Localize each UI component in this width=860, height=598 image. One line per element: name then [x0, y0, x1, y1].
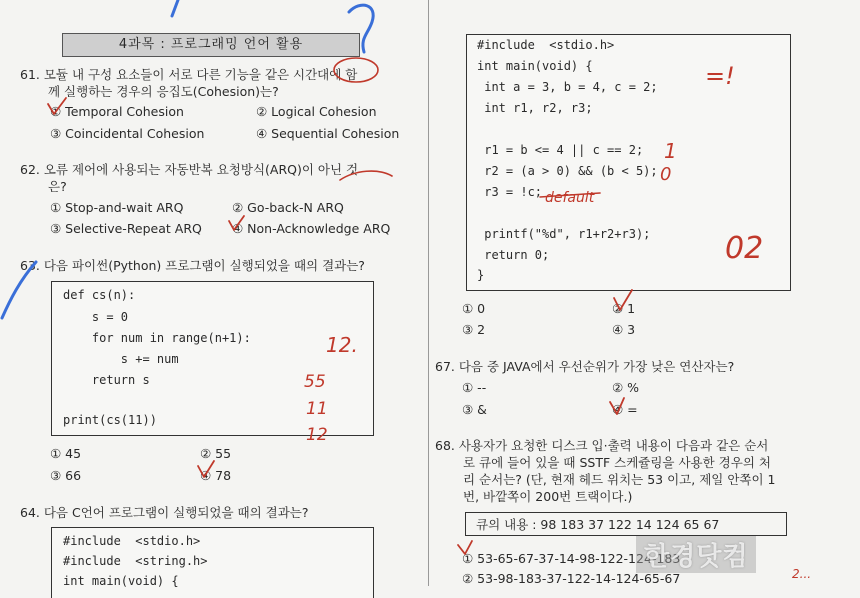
- hand-02: 02: [725, 231, 764, 266]
- q61-option-3[interactable]: ③ Coincidental Cohesion: [50, 126, 205, 141]
- code-line: int a = 3, b = 4, c = 2;: [477, 80, 658, 94]
- q67-option-3[interactable]: ③ &: [462, 402, 487, 417]
- code-line: s = 0: [63, 310, 129, 324]
- q62-stem-line1: 62. 오류 제어에 사용되는 자동반복 요청방식(ARQ)이 아닌 것: [20, 162, 359, 177]
- q63-option-2[interactable]: ② 55: [200, 446, 232, 461]
- hand-12b: 12: [306, 425, 328, 445]
- q65-code-box: [466, 34, 791, 291]
- code-line: int r1, r2, r3;: [477, 101, 593, 115]
- q62-option-2[interactable]: ② Go-back-N ARQ: [232, 200, 344, 215]
- q66-option-1[interactable]: ① 0: [462, 301, 486, 316]
- hand-zero: 0: [660, 164, 672, 185]
- q62-option-3[interactable]: ③ Selective-Repeat ARQ: [50, 221, 202, 236]
- code-line: for num in range(n+1):: [63, 331, 251, 345]
- q66-option-2[interactable]: ② 1: [612, 301, 636, 316]
- q64-stem: 64. 다음 C언어 프로그램이 실행되었을 때의 결과는?: [20, 505, 309, 520]
- q68-stem-line1: 68. 사용자가 요청한 디스크 입·출력 내용이 다음과 같은 순서: [435, 438, 769, 453]
- q68-stem-line4: 번, 바깥쪽이 200번 트랙이다.): [463, 489, 633, 504]
- q63-option-4[interactable]: ④ 78: [200, 468, 232, 483]
- section-title: 4과목 : 프로그래밍 언어 활용: [62, 33, 360, 57]
- q67-option-4[interactable]: ④ =: [612, 402, 638, 417]
- code-line: #include <stdio.h>: [477, 38, 615, 52]
- hand-55: 55: [304, 372, 326, 392]
- code-line: printf("%d", r1+r2+r3);: [477, 227, 651, 241]
- code-line: r3 = !c;: [477, 185, 543, 199]
- hand-tail: 2...: [792, 567, 812, 581]
- q63-option-1[interactable]: ① 45: [50, 446, 82, 461]
- code-line: int main(void) {: [477, 59, 593, 73]
- q68-queue-box: 큐의 내용 : 98 183 37 122 14 124 65 67: [465, 512, 787, 536]
- code-line: return 0;: [477, 248, 550, 262]
- code-line: def cs(n):: [63, 288, 136, 302]
- code-line: r1 = b <= 4 || c == 2;: [477, 143, 644, 157]
- q62-option-1[interactable]: ① Stop-and-wait ARQ: [50, 200, 184, 215]
- q61-option-1[interactable]: ① Temporal Cohesion: [50, 104, 184, 119]
- pen-stroke-top: [172, 0, 178, 16]
- q67-option-2[interactable]: ② %: [612, 380, 640, 395]
- hand-default: default: [545, 190, 595, 206]
- code-line: print(cs(11)): [63, 413, 157, 427]
- code-line: #include <string.h>: [63, 554, 208, 568]
- q62-stem-line2: 은?: [48, 179, 67, 194]
- q68-option-2[interactable]: ② 53-98-183-37-122-14-124-65-67: [462, 571, 681, 586]
- q61-stem-line2: 께 실행하는 경우의 응집도(Cohesion)는?: [48, 84, 279, 99]
- q68-stem-line2: 로 큐에 들어 있을 때 SSTF 스케쥴링을 사용한 경우의 처: [463, 455, 771, 470]
- code-line: #include <stdio.h>: [63, 534, 201, 548]
- q64-code-box: [51, 527, 374, 598]
- q61-stem-line1: 61. 모듈 내 구성 요소들이 서로 다른 기능을 같은 시간대에 함: [20, 67, 358, 82]
- q66-option-4[interactable]: ④ 3: [612, 322, 636, 337]
- q68-option-1[interactable]: ① 53-65-67-37-14-98-122-124-183: [462, 551, 681, 566]
- code-line: r2 = (a > 0) && (b < 5);: [477, 164, 658, 178]
- q67-option-1[interactable]: ① --: [462, 380, 487, 395]
- q63-option-3[interactable]: ③ 66: [50, 468, 82, 483]
- code-line: int main(void) {: [63, 574, 179, 588]
- q61-option-2[interactable]: ② Logical Cohesion: [256, 104, 377, 119]
- q63-code-box: [51, 281, 374, 436]
- code-line: }: [477, 268, 485, 282]
- hand-11: 11: [306, 399, 328, 419]
- q62-option-4[interactable]: ④ Non-Acknowledge ARQ: [232, 221, 391, 236]
- code-line: return s: [63, 373, 150, 387]
- hand-one: 1: [664, 139, 677, 163]
- q67-stem: 67. 다음 중 JAVA에서 우선순위가 가장 낮은 연산자는?: [435, 359, 735, 374]
- q66-option-3[interactable]: ③ 2: [462, 322, 486, 337]
- code-line: s += num: [63, 352, 179, 366]
- q68-stem-line3: 리 순서는? (단, 현재 헤드 위치는 53 이고, 제일 안쪽이 1: [463, 472, 776, 487]
- hand-neq: =!: [705, 62, 735, 90]
- q63-stem: 63. 다음 파이썬(Python) 프로그램이 실행되었을 때의 결과는?: [20, 258, 365, 273]
- column-divider: [428, 0, 429, 586]
- hand-12: 12.: [326, 333, 358, 357]
- watermark-logo: 한경닷컴: [636, 536, 756, 573]
- q61-option-4[interactable]: ④ Sequential Cohesion: [256, 126, 400, 141]
